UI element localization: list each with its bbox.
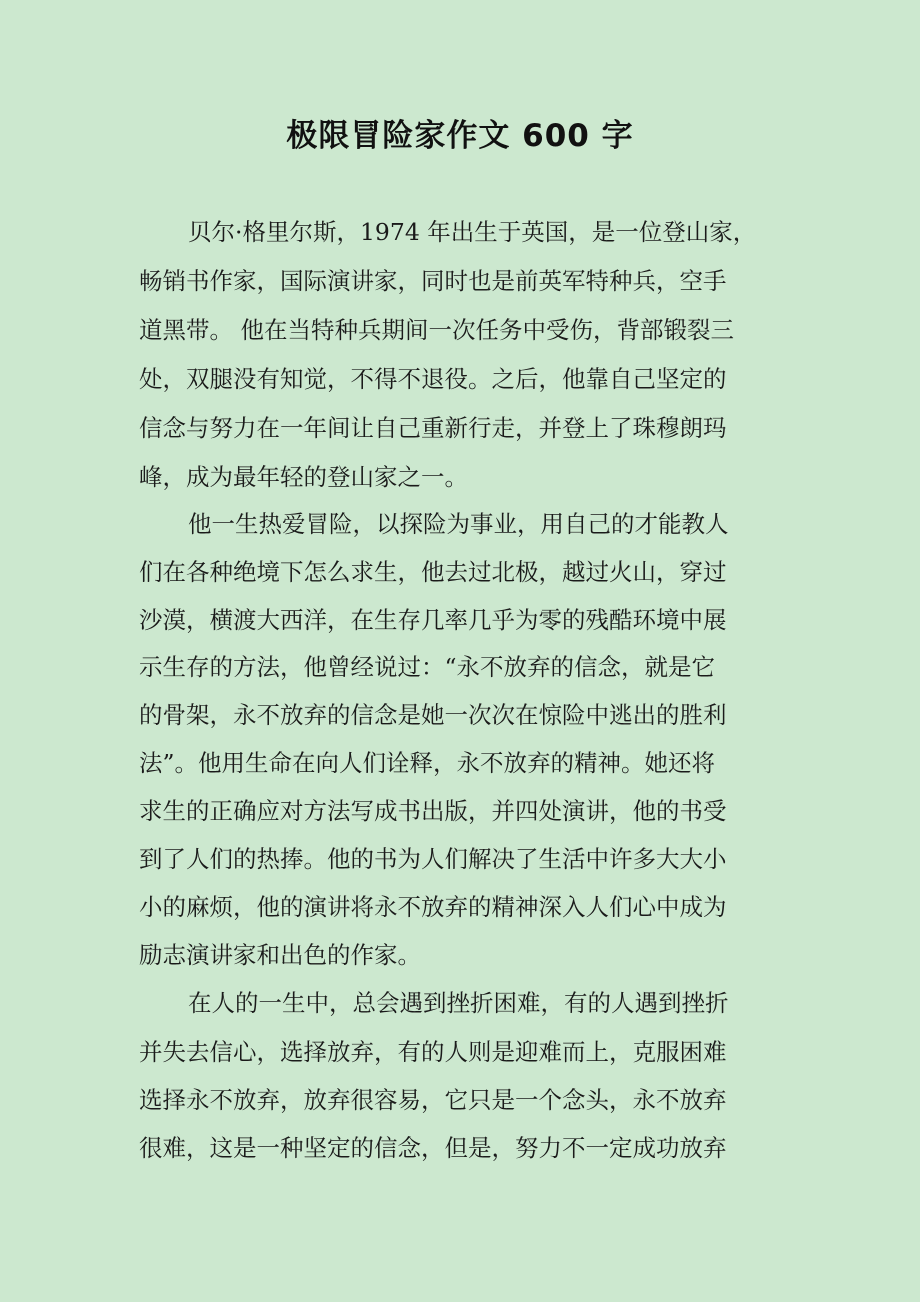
paragraph-2-line-1: 他一生热爱冒险，以探险为事业，用自己的才能教人 [188, 510, 729, 538]
paragraph-2-line-10: 励志演讲家和出色的作家。 [139, 941, 421, 969]
paragraph-2-line-9: 小的麻烦，他的演讲将永不放弃的精神深入人们心中成为 [139, 893, 727, 921]
paragraph-2-line-4: 示生存的方法，他曾经说过：“永不放弃的信念，就是它 [139, 653, 716, 681]
paragraph-1-line-1: 贝尔·格里尔斯，1974 年出生于英国，是一位登山家， [188, 218, 757, 246]
paragraph-3-line-4: 很难，这是一种坚定的信念，但是，努力不一定成功放弃 [139, 1134, 727, 1162]
document-title: 极限冒险家作文 600 字 [286, 118, 634, 154]
paragraph-1-line-4: 处，双腿没有知觉，不得不退役。之后，他靠自己坚定的 [139, 365, 727, 393]
paragraph-3-line-2: 并失去信心，选择放弃，有的人则是迎难而上，克服困难 [139, 1038, 727, 1066]
paragraph-3-line-3: 选择永不放弃，放弃很容易，它只是一个念头，永不放弃 [139, 1086, 727, 1114]
paragraph-2-line-2: 们在各种绝境下怎么求生，他去过北极，越过火山，穿过 [139, 558, 727, 586]
paragraph-1-line-2: 畅销书作家，国际演讲家，同时也是前英军特种兵，空手 [139, 267, 727, 295]
paragraph-1-line-5: 信念与努力在一年间让自己重新行走，并登上了珠穆朗玛 [139, 414, 727, 442]
paragraph-2-line-6: 法”。他用生命在向人们诠释，永不放弃的精神。她还将 [139, 749, 716, 777]
paragraph-1-line-3: 道黑带。 他在当特种兵期间一次任务中受伤，背部锻裂三 [139, 316, 734, 344]
paragraph-1-line-6: 峰，成为最年轻的登山家之一。 [139, 463, 468, 491]
paragraph-2-line-5: 的骨架，永不放弃的信念是她一次次在惊险中逃出的胜利 [139, 701, 727, 729]
paragraph-3-line-1: 在人的一生中，总会遇到挫折困难，有的人遇到挫折 [188, 989, 729, 1017]
paragraph-2-line-8: 到了人们的热捧。他的书为人们解决了生活中许多大大小 [139, 845, 727, 873]
paragraph-2-line-3: 沙漠，横渡大西洋，在生存几率几乎为零的残酷环境中展 [139, 606, 727, 634]
paragraph-2-line-7: 求生的正确应对方法写成书出版，并四处演讲，他的书受 [139, 797, 727, 825]
